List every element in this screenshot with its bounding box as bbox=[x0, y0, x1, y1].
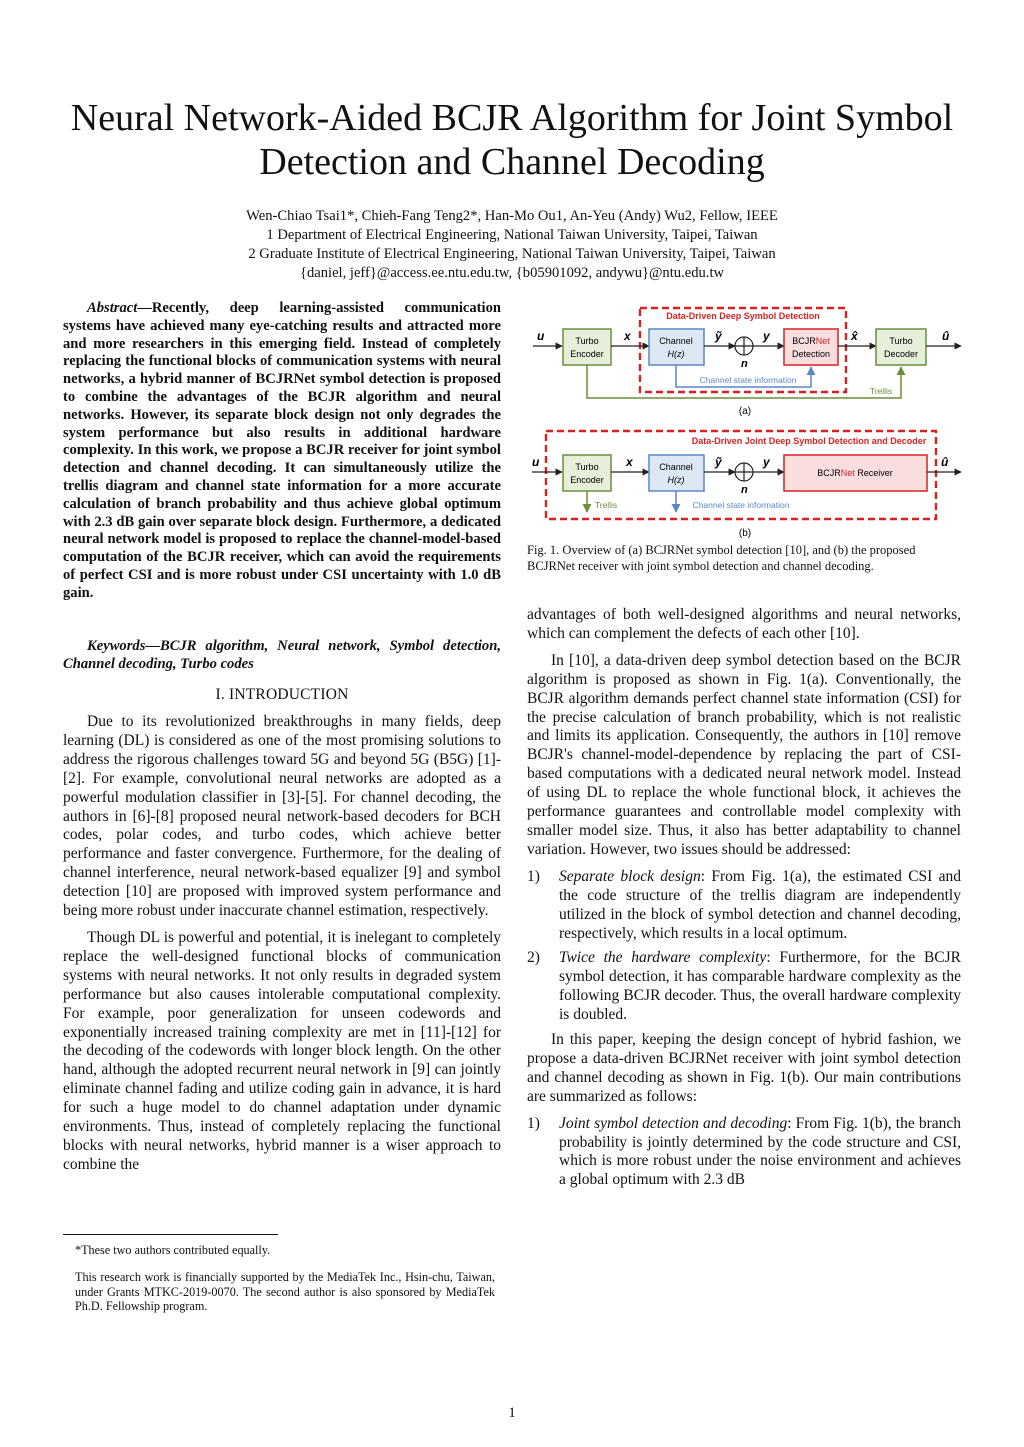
turbo-encoder-a bbox=[563, 329, 611, 365]
trellis-label-b: Trellis bbox=[594, 500, 618, 510]
bcjrnet-a-bcjr: BCJR bbox=[792, 336, 816, 346]
list-number: 1) bbox=[527, 867, 540, 885]
footnote-funding: This research work is financially supported by the MediaTek Inc., Hsin-chu, Taiwan, under Grants MTKC-2019-0070. The second author is also sponsored by MediaTek Ph.D. Fellowship program. bbox=[75, 1270, 495, 1313]
channel-b-line2: H(z) bbox=[667, 475, 685, 485]
list-number: 1) bbox=[527, 1114, 540, 1132]
turbo-encoder-b bbox=[563, 455, 611, 491]
list-term: Twice the hardware complexity bbox=[559, 949, 767, 967]
intro-paragraph-1: Due to its revolutionized breakthroughs in many fields, deep learning (DL) is considered as one of the most promising solutions to address the rigorous challenges toward 5G and beyond 5G (B5G) [1]-[2]. For example, convolutional neural networks are adopted as a powerful modulation classifier in [3]-[5]. For channel decoding, the authors in [6]-[8] proposed neural network-based decoders for BCH codes, polar codes, and turbo codes, which achieve better performance and faster convergence. Furthermore, for the dealing of channel interference, neural network-based equalizer [9] and symbol detection [10] are proposed with improved system performance and being more robust under inaccurate channel estimation, respectively. bbox=[63, 713, 501, 920]
turbo-decoder-a bbox=[876, 329, 926, 365]
n-label-b: n bbox=[741, 484, 748, 496]
y-tilde-label-a: ỹ bbox=[715, 329, 722, 343]
dashed-label-b: Data-Driven Joint Deep Symbol Detection and Decoder bbox=[691, 436, 927, 446]
x-hat-label-a: x̂ bbox=[851, 329, 858, 343]
svg-text:BCJRNet bbox=[792, 336, 830, 346]
csi-label-a: Channel state information bbox=[699, 375, 797, 385]
figure-1a bbox=[533, 308, 961, 417]
author-emails: {daniel, jeff}@access.ee.ntu.edu.tw, {b05901092, andywu}@ntu.edu.tw bbox=[299, 265, 725, 281]
paper-title: Neural Network-Aided BCJR Algorithm for Joint Symbol Detection and Channel Decoding bbox=[70, 97, 954, 183]
list-number: 2) bbox=[527, 949, 540, 967]
u-hat-label-a: û bbox=[942, 329, 950, 343]
turbo-encoder-b-line2: Encoder bbox=[570, 475, 604, 485]
affiliation-1: 1 Department of Electrical Engineering, National Taiwan University, Taipei, Taiwan bbox=[266, 227, 758, 243]
abstract bbox=[63, 300, 501, 603]
abstract-label: Abstract bbox=[87, 300, 138, 316]
channel-b-line1: Channel bbox=[659, 462, 693, 472]
csi-label-b: Channel state information bbox=[692, 500, 790, 510]
list-text: : From Fig. 1(b), the branch probability is jointly determined by the code structure and CSI, which is more robust under the noise environment and achieves a global optimum with 2.3 dB bbox=[559, 1114, 961, 1189]
channel-block-a bbox=[649, 329, 704, 365]
n-label-a: n bbox=[741, 358, 748, 370]
right-column-body bbox=[527, 606, 961, 1196]
author-block bbox=[60, 207, 964, 283]
receiver-word: Receiver bbox=[854, 468, 893, 478]
section-heading: I. INTRODUCTION bbox=[215, 686, 349, 703]
affiliation-2: 2 Graduate Institute of Electrical Engineering, National Taiwan University, Taipei, Taiwan bbox=[248, 246, 776, 262]
contribution-list-item-1 bbox=[527, 1115, 961, 1191]
bcjrnet-detection-block bbox=[784, 329, 838, 365]
turbo-encoder-a-line2: Encoder bbox=[570, 349, 604, 359]
keywords: Keywords—BCJR algorithm, Neural network, Symbol detection, Channel decoding, Turbo codes bbox=[63, 638, 501, 672]
u-label-a: u bbox=[537, 329, 545, 343]
figure-1b bbox=[532, 431, 961, 539]
page-number: 1 bbox=[508, 1405, 516, 1421]
receiver-net: Net bbox=[840, 468, 855, 478]
turbo-decoder-a-line1: Turbo bbox=[889, 336, 913, 346]
bcjrnet-a-net: Net bbox=[815, 336, 830, 346]
x-label-a: x bbox=[624, 329, 631, 343]
turbo-encoder-b-line1: Turbo bbox=[575, 462, 599, 472]
u-label-b: u bbox=[532, 455, 540, 469]
y-label-a: y bbox=[763, 329, 770, 343]
author-names: Wen-Chiao Tsai1*, Chieh-Fang Teng2*, Han-Mo Ou1, An-Yeu (Andy) Wu2, Fellow, IEEE bbox=[246, 208, 778, 224]
dashed-label-a: Data-Driven Deep Symbol Detection bbox=[666, 311, 820, 321]
turbo-decoder-a-line2: Decoder bbox=[883, 349, 919, 359]
intro-paragraph-2: Though DL is powerful and potential, it is inelegant to completely replace the well-designed functional blocks of communication systems with neural networks. It not only results in degraded system performance but also causes intolerable computational complexity. For example, poor generalization for unseen codewords and exponentially increased training complexity are met in [11]-[12] for the decoding of the codewords with longer block length. On the other hand, although the adopted recurrent neural network in [9] can jointly eliminate channel fading and utilize coding gain in advance, it is hard for such a huge model to do channel adaptation under dynamic environments. Thus, instead of completely replacing the functional blocks with neural networks, hybrid manner is a wiser approach to combine the bbox=[63, 928, 501, 1173]
figure-caption: Fig. 1. Overview of (a) BCJRNet symbol detection [10], and (b) the proposed BCJRNet receiver with joint symbol detection and channel decoding. bbox=[527, 543, 916, 573]
receiver-bcjr: BCJR bbox=[817, 468, 841, 478]
bcjrnet-a-detection: Detection bbox=[791, 349, 831, 359]
channel-a-line1: Channel bbox=[659, 336, 693, 346]
footnote-equal-contribution: *These two authors contributed equally. bbox=[75, 1243, 271, 1257]
list-text: : Furthermore, for the BCJR symbol detection, it has comparable hardware complexity as the following BCJR decoder. Thus, the overall hardware complexity is doubled. bbox=[559, 949, 962, 1024]
turbo-encoder-a-line1: Turbo bbox=[575, 336, 599, 346]
footnote-rule bbox=[63, 1234, 278, 1235]
subfig-label-a: (a) bbox=[738, 406, 752, 417]
svg-text:BCJRNet Receiver bbox=[817, 468, 893, 478]
list-text: : From Fig. 1(a), the estimated CSI and the code structure of the trellis diagram are independently utilized in the block of symbol detection and channel decoding, respectively, which results in a local optimum. bbox=[559, 867, 961, 942]
subfig-label-b: (b) bbox=[738, 528, 752, 539]
y-label-b: y bbox=[763, 455, 770, 469]
right-paragraph-3: In this paper, keeping the design concept of hybrid fashion, we propose a data-driven BCJRNet receiver with joint symbol detection and channel decoding as shown in Fig. 1(b). Our main contributions are summarized as follows: bbox=[527, 1031, 961, 1105]
right-paragraph-1: advantages of both well-designed algorithms and neural networks, which can complement the defects of each other [10]. bbox=[527, 606, 961, 642]
figure-1 bbox=[525, 300, 970, 540]
issue-list-item-2 bbox=[527, 949, 961, 1025]
right-paragraph-2: In [10], a data-driven deep symbol detection based on the BCJR algorithm is proposed as shown in Fig. 1(a). Conventionally, the BCJR algorithm demands perfect channel state information (CSI) for the precise calculation of branch probability, which is not realistic and limits its application. Consequently, the authors in [10] remove BCJR's channel-model-dependence by replacing the part of CSI-based computations with a dedicated neural network model. Instead of using DL to replace the whole functional block, it achieves the performance guarantees and controllable model complexity with smaller model size. Thus, it also has better adaptability to channel variation. However, two issues should be addressed: bbox=[527, 651, 961, 858]
abstract-text: —Recently, deep learning-assisted communication systems have achieved many eye-catching results and attracted more and more researchers in this emerging field. Instead of completely replacing the functional blocks of communication systems with neural networks, a hybrid manner of BCJRNet symbol detection is proposed to combine the advantages of the BCJR algorithm and neural networks. However, its separate block design not only degrades the system performance but also results in additional hardware complexity. In this work, we propose a BCJR receiver for joint symbol detection and channel decoding. It can simultaneously utilize the trellis diagram and channel state information for a more accurate calculation of branch probability and thus achieve global optimum with 2.3 dB gain over separate block design. Furthermore, a dedicated neural network model is proposed to replace the channel-model-based computation of the BCJR receiver, which can avoid the requirements of perfect CSI and is more robust under CSI uncertainty with 1.0 dB gain. bbox=[63, 300, 501, 601]
y-tilde-label-b: ỹ bbox=[715, 455, 722, 469]
list-term: Joint symbol detection and decoding bbox=[559, 1114, 788, 1132]
list-term: Separate block design bbox=[559, 867, 701, 885]
issue-list-item-1 bbox=[527, 868, 961, 944]
x-label-b: x bbox=[626, 455, 633, 469]
intro-body bbox=[63, 713, 501, 1183]
u-hat-label-b: û bbox=[941, 455, 949, 469]
channel-a-line2: H(z) bbox=[667, 349, 685, 359]
trellis-label-a: Trellis bbox=[869, 386, 893, 396]
channel-block-b bbox=[649, 455, 704, 491]
